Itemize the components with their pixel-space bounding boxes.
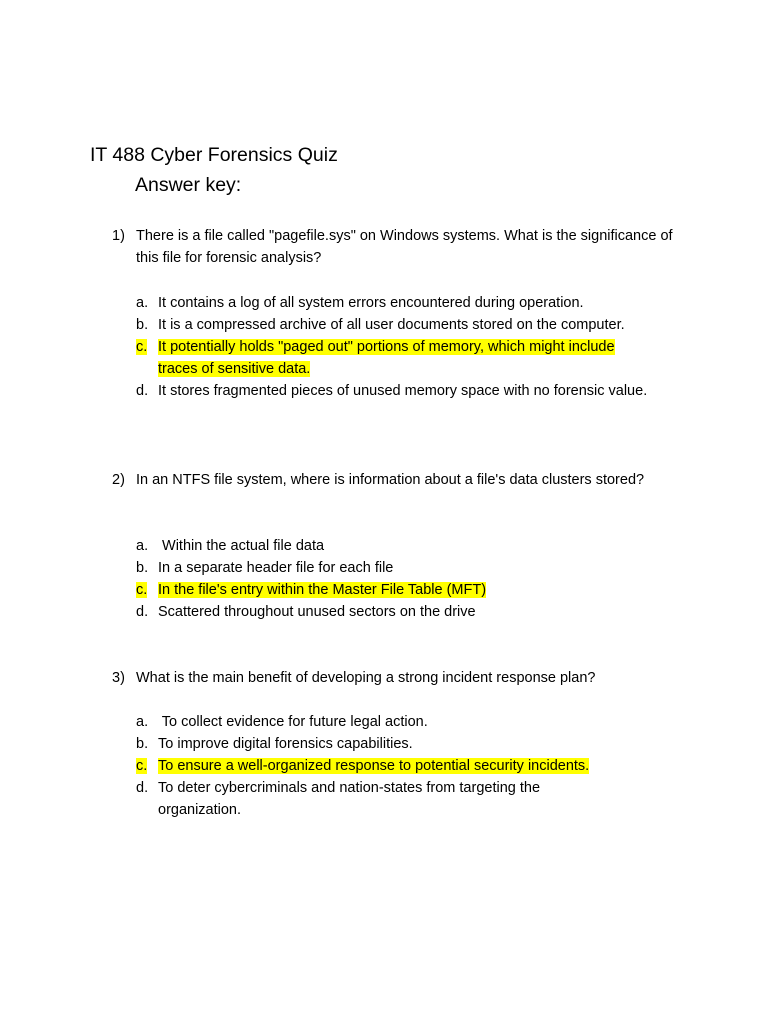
option-letter: b. [136, 317, 149, 333]
answer-highlight: It potentially holds "paged out" portions of memory, which might include traces of sensitive data. [158, 339, 615, 377]
question-text: What is the main benefit of developing a strong incident response plan? [136, 670, 596, 686]
correct-option-letter: c. [136, 339, 148, 355]
option-letter: d. [136, 780, 149, 796]
question-text: In an NTFS file system, where is information about a file's data clusters stored? [136, 472, 645, 488]
option-text: It stores fragmented pieces of unused memory space with no forensic value. [158, 383, 648, 399]
correct-option-text [158, 336, 628, 380]
option-text: In a separate header file for each file [158, 560, 394, 576]
answer-highlight: In the file's entry within the Master File Table (MFT) [158, 582, 487, 598]
option-letter: b. [136, 736, 149, 752]
option-letter: a. [136, 714, 149, 730]
correct-option-letter: c. [136, 758, 148, 774]
option-letter: d. [136, 383, 149, 399]
option-text: It contains a log of all system errors encountered during operation. [158, 295, 584, 311]
option-text: To collect evidence for future legal action. [158, 714, 428, 730]
document-subtitle: Answer key: [135, 174, 242, 196]
correct-option-text [158, 579, 698, 601]
option-letter: a. [136, 295, 149, 311]
option-letter: b. [136, 560, 149, 576]
option-text: To improve digital forensics capabilities. [158, 736, 413, 752]
option-text: It is a compressed archive of all user documents stored on the computer. [158, 317, 625, 333]
option-text: Within the actual file data [158, 538, 325, 554]
option-text: To deter cybercriminals and nation-states from targeting the organization. [158, 780, 541, 818]
document-title: IT 488 Cyber Forensics Quiz [90, 144, 338, 166]
question-number: 2) [112, 472, 125, 488]
correct-option-text [158, 755, 698, 777]
question-text: There is a file called "pagefile.sys" on Windows systems. What is the significance of this file for forensic analysis? [136, 228, 673, 266]
question-number: 3) [112, 670, 125, 686]
answer-highlight: To ensure a well-organized response to potential security incidents. [158, 758, 590, 774]
question-number: 1) [112, 228, 125, 244]
option-letter: d. [136, 604, 149, 620]
option-text: Scattered throughout unused sectors on the drive [158, 604, 476, 620]
correct-option-letter: c. [136, 582, 148, 598]
option-letter: a. [136, 538, 149, 554]
